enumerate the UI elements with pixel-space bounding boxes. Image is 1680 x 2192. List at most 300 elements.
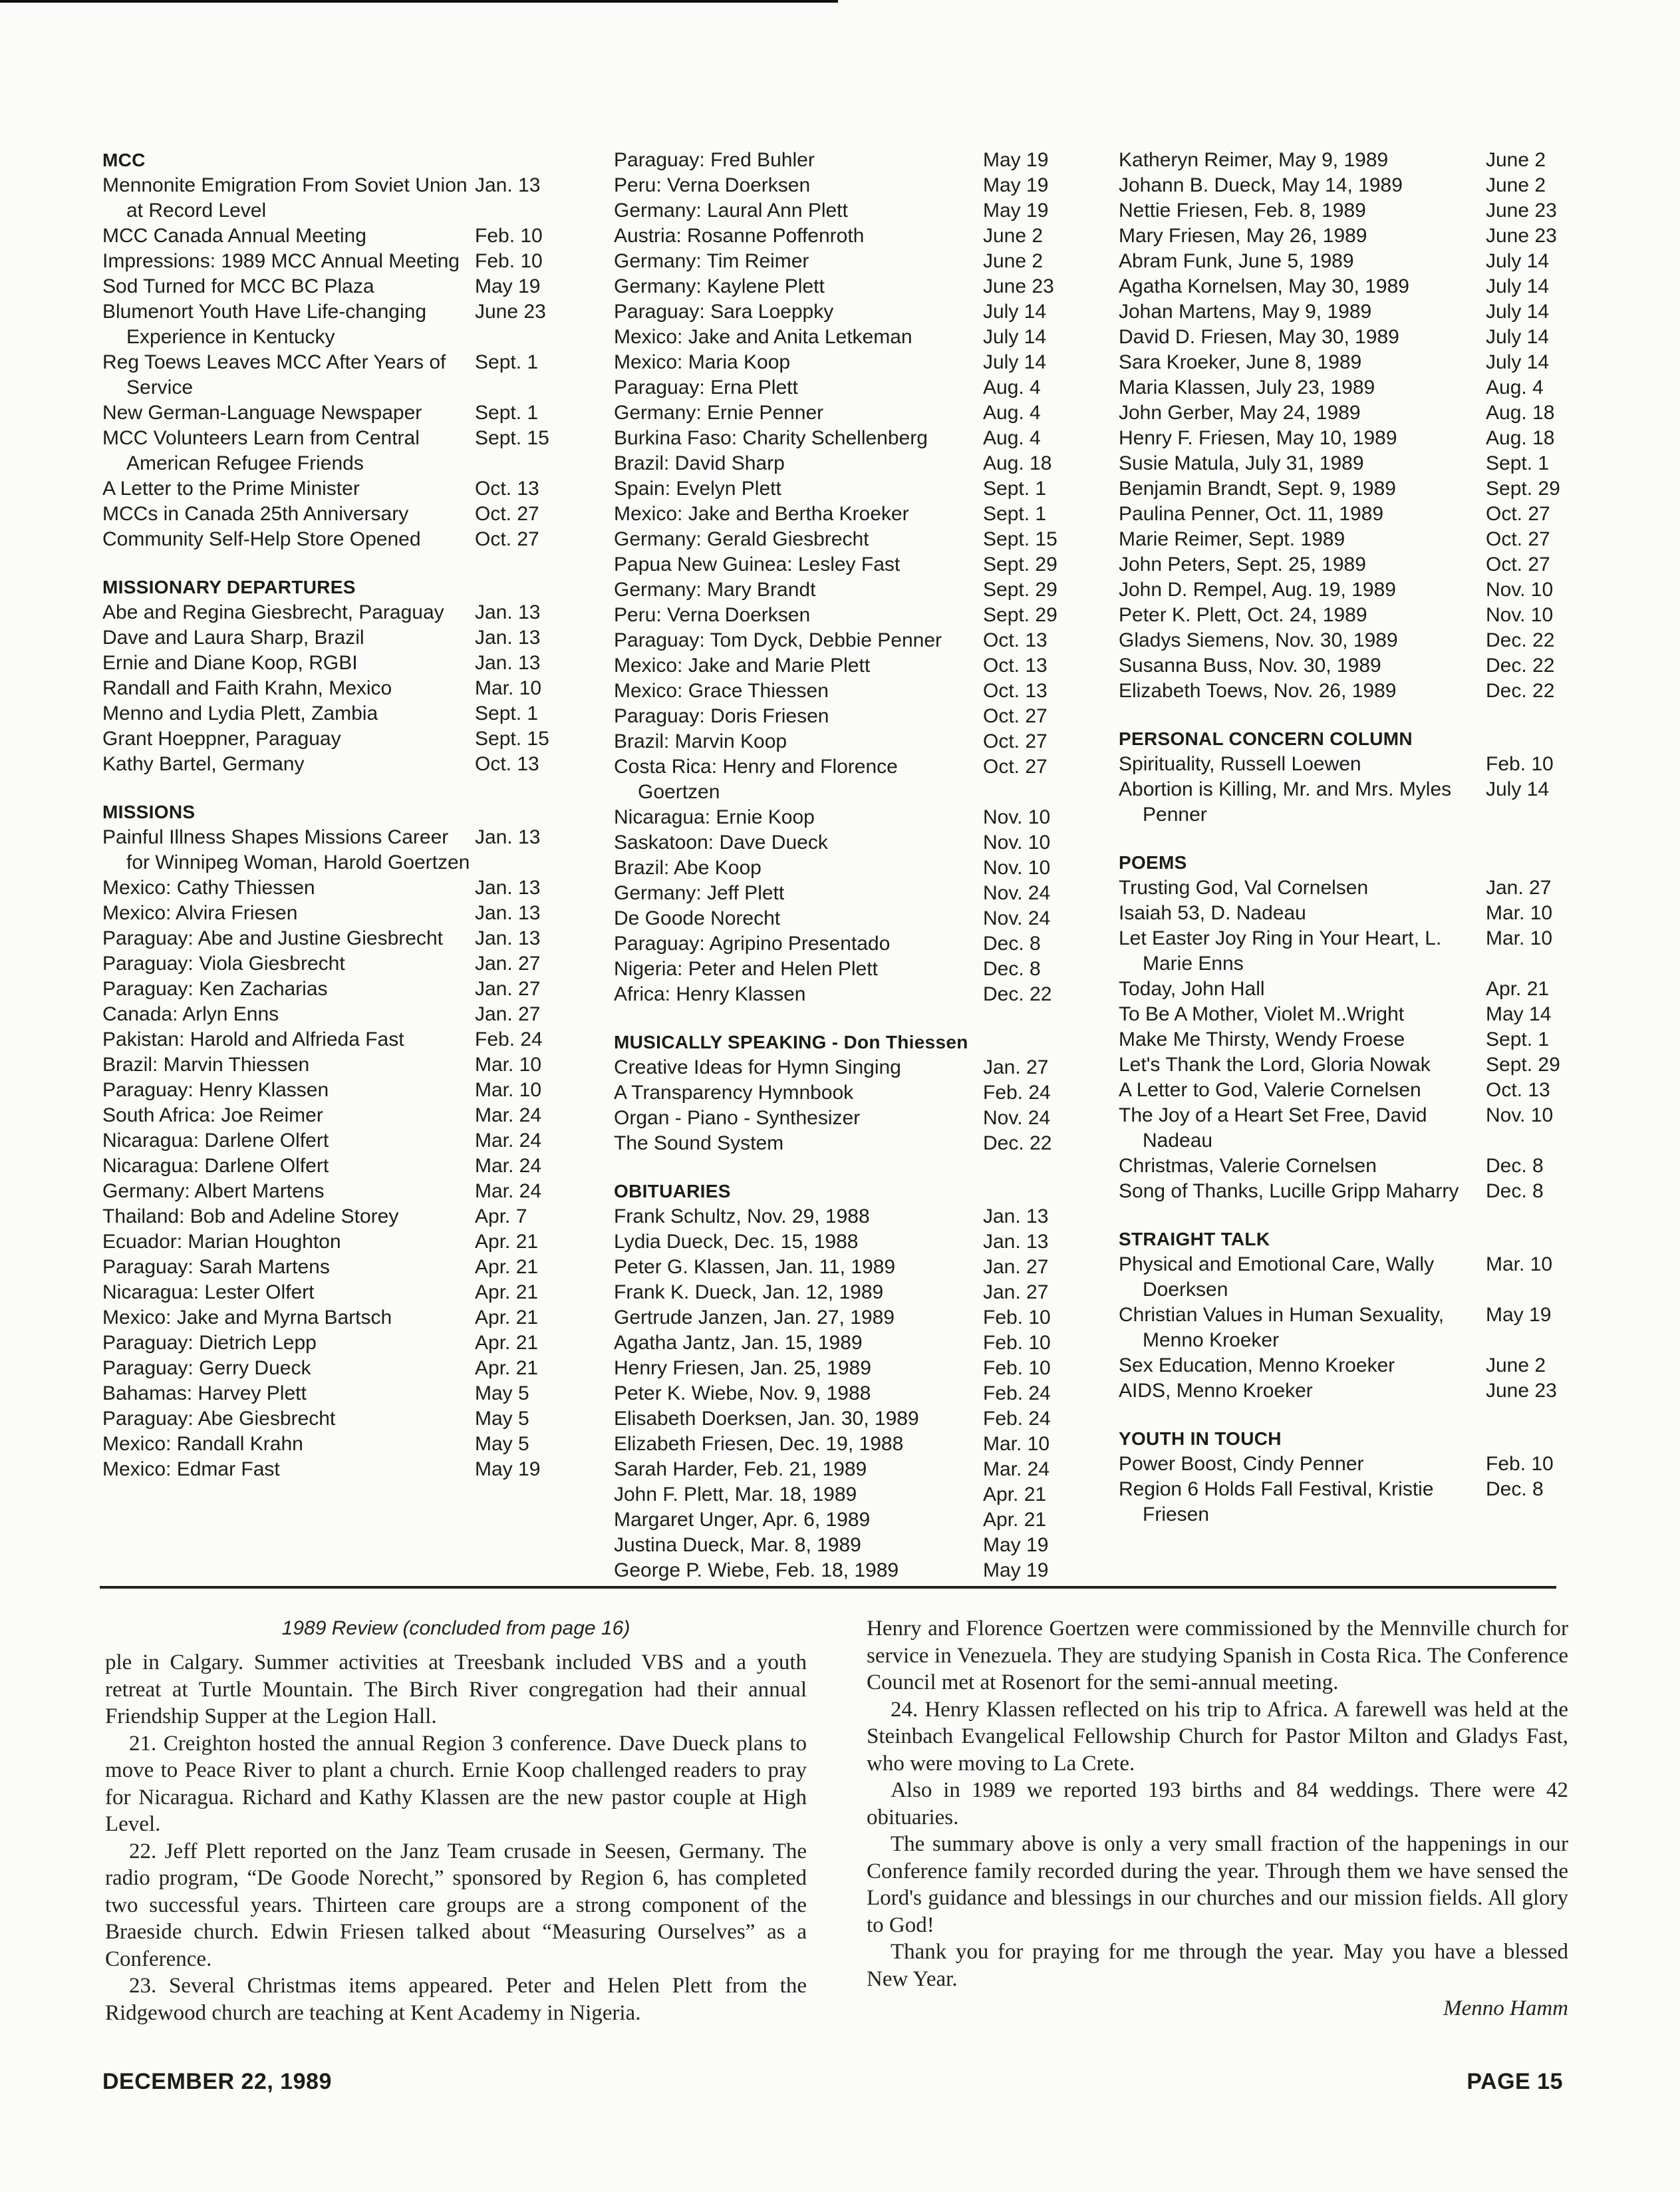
entry-title: Creative Ideas for Hymn Singing xyxy=(614,1056,901,1078)
entry-date: July 14 xyxy=(1486,778,1550,800)
entry-title: Sarah Harder, Feb. 21, 1989 xyxy=(614,1458,867,1480)
entry-date: Nov. 10 xyxy=(1486,1104,1554,1126)
entry-title: Spain: Evelyn Plett xyxy=(614,478,781,500)
entry-title: Paulina Penner, Oct. 11, 1989 xyxy=(1119,503,1384,525)
index-entry xyxy=(102,1179,555,1204)
entry-date: June 23 xyxy=(1486,1380,1557,1402)
entry-title: To Be A Mother, Violet M..Wright xyxy=(1119,1003,1405,1025)
index-entry xyxy=(614,400,1059,426)
entry-date: Mar. 24 xyxy=(475,1155,542,1177)
entry-title: Spirituality, Russell Loewen xyxy=(1119,753,1361,775)
entry-date: Aug. 18 xyxy=(1486,402,1555,424)
index-entry xyxy=(102,825,555,875)
entry-date: Aug. 4 xyxy=(983,402,1041,424)
entry-date: Jan. 13 xyxy=(475,627,541,649)
entry-date: July 14 xyxy=(1486,250,1550,272)
index-entry xyxy=(102,1406,555,1432)
entry-date: Sept. 15 xyxy=(475,427,549,449)
entry-title: Costa Rica: Henry and Florence Goertzen xyxy=(614,756,898,803)
index-entry xyxy=(1119,577,1564,603)
entry-title: Mexico: Edmar Fast xyxy=(102,1458,280,1480)
entry-title: Margaret Unger, Apr. 6, 1989 xyxy=(614,1509,871,1531)
entry-title: Mexico: Maria Koop xyxy=(614,351,791,373)
index-entry xyxy=(102,1154,555,1179)
entry-date: Nov. 10 xyxy=(983,832,1051,854)
index-entry xyxy=(614,906,1059,931)
index-entry xyxy=(614,1558,1059,1583)
entry-title: Austria: Rosanne Poffenroth xyxy=(614,225,865,247)
entry-date: Jan. 13 xyxy=(475,902,541,924)
index-entry xyxy=(1119,426,1564,451)
entry-date: Apr. 21 xyxy=(475,1281,539,1303)
entry-date: Oct. 13 xyxy=(983,629,1048,651)
top-border xyxy=(0,0,838,3)
index-section xyxy=(614,148,1059,1007)
entry-date: Sept. 29 xyxy=(983,579,1057,601)
index-entry xyxy=(614,1055,1059,1080)
index-entry xyxy=(102,875,555,901)
entry-title: Henry F. Friesen, May 10, 1989 xyxy=(1119,427,1397,449)
index-entry xyxy=(102,1204,555,1229)
index-section xyxy=(1119,1426,1564,1527)
entry-title: Mexico: Jake and Bertha Kroeker xyxy=(614,503,909,525)
entry-date: Sept. 15 xyxy=(475,728,549,750)
entry-title: Bahamas: Harvey Plett xyxy=(102,1382,307,1404)
entry-date: June 2 xyxy=(1486,149,1546,171)
entry-date: Nov. 24 xyxy=(983,907,1051,929)
index-entry xyxy=(614,957,1059,982)
entry-date: Dec. 22 xyxy=(1486,680,1555,702)
entry-date: Aug. 18 xyxy=(1486,427,1555,449)
entry-date: Mar. 24 xyxy=(475,1104,542,1126)
index-entry xyxy=(102,726,555,752)
entry-date: May 5 xyxy=(475,1433,529,1455)
entry-title: Marie Reimer, Sept. 1989 xyxy=(1119,528,1345,550)
index-entry xyxy=(614,1457,1059,1482)
entry-date: Apr. 21 xyxy=(475,1231,539,1253)
entry-date: Oct. 27 xyxy=(1486,503,1550,525)
entry-date: Sept. 29 xyxy=(983,604,1057,626)
entry-title: Community Self-Help Store Opened xyxy=(102,528,421,550)
entry-title: Christian Values in Human Sexuality, Menno Kroeker xyxy=(1119,1304,1445,1351)
entry-title: Brazil: Marvin Thiessen xyxy=(102,1054,310,1076)
entry-date: June 2 xyxy=(1486,1354,1546,1376)
entry-title: Elizabeth Toews, Nov. 26, 1989 xyxy=(1119,680,1397,702)
entry-title: Reg Toews Leaves MCC After Years of Service xyxy=(102,351,446,398)
entry-date: Feb. 10 xyxy=(475,250,543,272)
entry-title: Brazil: Abe Koop xyxy=(614,857,762,879)
index-entry xyxy=(614,931,1059,957)
entry-title: Today, John Hall xyxy=(1119,978,1265,1000)
index-entry xyxy=(614,856,1059,881)
index-entry xyxy=(614,754,1059,805)
entry-title: AIDS, Menno Kroeker xyxy=(1119,1380,1313,1402)
entry-date: Sept. 1 xyxy=(1486,452,1550,474)
author-signature: Menno Hamm xyxy=(1443,1996,1568,2020)
entry-title: Mary Friesen, May 26, 1989 xyxy=(1119,225,1367,247)
entry-title: Organ - Piano - Synthesizer xyxy=(614,1107,861,1129)
entry-date: May 19 xyxy=(475,275,541,297)
review-paragraph: ple in Calgary. Summer activities at Treesbank included VBS and a youth retreat at Turtle Mountain. The Birch River congregation had their annual Friendship Supper at the Legion Hall. xyxy=(105,1650,807,1728)
entry-date: Nov. 10 xyxy=(983,857,1051,879)
entry-date: Dec. 22 xyxy=(1486,629,1555,651)
entry-date: June 23 xyxy=(1486,200,1557,222)
entry-title: Paraguay: Agripino Presentado xyxy=(614,933,891,955)
entry-title: Germany: Jeff Plett xyxy=(614,882,785,904)
entry-date: July 14 xyxy=(1486,301,1550,323)
review-paragraph: 24. Henry Klassen reflected on his trip to Africa. A farewell was held at the Steinbach Evangelical Fellowship Church for Pastor Milton and Gladys Fast, who were moving to La Crete. xyxy=(867,1697,1568,1776)
entry-title: Mexico: Randall Krahn xyxy=(102,1433,303,1455)
index-column-2 xyxy=(614,148,1059,1606)
entry-title: Saskatoon: Dave Dueck xyxy=(614,832,828,854)
index-entry xyxy=(1119,1252,1564,1303)
entry-title: Brazil: David Sharp xyxy=(614,452,785,474)
entry-date: Mar. 24 xyxy=(475,1130,542,1152)
index-entry xyxy=(614,1356,1059,1381)
entry-date: Feb. 10 xyxy=(475,225,543,247)
entry-date: Oct. 13 xyxy=(475,753,539,775)
index-entry xyxy=(614,1331,1059,1356)
entry-date: Oct. 27 xyxy=(983,756,1048,778)
index-entry xyxy=(614,1280,1059,1305)
index-section xyxy=(614,1030,1059,1156)
entry-title: Paraguay: Abe and Justine Giesbrecht xyxy=(102,927,443,949)
index-entry xyxy=(102,1229,555,1255)
entry-date: June 2 xyxy=(983,225,1044,247)
index-entry xyxy=(1119,653,1564,679)
index-entry xyxy=(614,274,1059,299)
entry-title: Menno and Lydia Plett, Zambia xyxy=(102,703,378,724)
entry-date: Nov. 10 xyxy=(1486,604,1554,626)
entry-title: John Gerber, May 24, 1989 xyxy=(1119,402,1361,424)
index-entry xyxy=(102,1331,555,1356)
entry-title: The Joy of a Heart Set Free, David Nadeau xyxy=(1119,1104,1427,1152)
index-entry xyxy=(1119,400,1564,426)
index-entry xyxy=(614,502,1059,527)
index-entry xyxy=(614,1381,1059,1406)
entry-date: Sept. 1 xyxy=(475,402,539,424)
entry-date: May 19 xyxy=(1486,1304,1552,1326)
entry-date: Oct. 27 xyxy=(475,503,539,525)
index-entry xyxy=(102,676,555,701)
section-heading: MISSIONS xyxy=(102,802,196,822)
entry-date: Dec. 8 xyxy=(1486,1155,1544,1177)
index-entry xyxy=(614,173,1059,198)
entry-date: Mar. 10 xyxy=(1486,902,1553,924)
entry-date: Oct. 13 xyxy=(983,680,1048,702)
entry-title: Germany: Gerald Giesbrecht xyxy=(614,528,869,550)
entry-title: Christmas, Valerie Cornelsen xyxy=(1119,1155,1377,1177)
index-column-1 xyxy=(102,148,555,1505)
entry-title: Paraguay: Erna Plett xyxy=(614,377,798,398)
entry-date: Aug. 4 xyxy=(1486,377,1544,398)
index-entry xyxy=(102,1027,555,1052)
entry-date: Jan. 27 xyxy=(983,1256,1049,1278)
index-entry xyxy=(102,1078,555,1103)
entry-title: John Peters, Sept. 25, 1989 xyxy=(1119,553,1366,575)
entry-title: Mexico: Alvira Friesen xyxy=(102,902,298,924)
index-entry xyxy=(614,729,1059,754)
entry-date: Mar. 24 xyxy=(983,1458,1050,1480)
index-entry xyxy=(102,977,555,1002)
index-section xyxy=(102,800,555,1482)
index-section xyxy=(1119,850,1564,1204)
index-entry xyxy=(1119,249,1564,274)
index-entry xyxy=(1119,1179,1564,1204)
section-heading: STRAIGHT TALK xyxy=(1119,1229,1270,1249)
entry-date: Apr. 21 xyxy=(475,1307,539,1329)
review-paragraph: 23. Several Christmas items appeared. Peter and Helen Plett from the Ridgewood church are teaching at Kent Academy in Nigeria. xyxy=(105,1974,807,2025)
index-entry xyxy=(102,1457,555,1482)
index-entry xyxy=(614,704,1059,729)
entry-date: Dec. 8 xyxy=(983,958,1041,980)
index-section xyxy=(1119,148,1564,704)
entry-date: Aug. 18 xyxy=(983,452,1052,474)
entry-title: Impressions: 1989 MCC Annual Meeting xyxy=(102,250,460,272)
index-section xyxy=(1119,726,1564,828)
entry-title: Maria Klassen, July 23, 1989 xyxy=(1119,377,1375,398)
review-text-right xyxy=(867,1615,1568,2022)
index-entry xyxy=(102,1002,555,1027)
issue-date: DECEMBER 22, 1989 xyxy=(102,2069,332,2094)
entry-date: Nov. 24 xyxy=(983,1107,1051,1129)
review-paragraph: Also in 1989 we reported 193 births and 84 weddings. There were 42 obituaries. xyxy=(867,1778,1568,1829)
index-entry xyxy=(1119,1103,1564,1154)
entry-title: Burkina Faso: Charity Schellenberg xyxy=(614,427,928,449)
entry-date: Sept. 29 xyxy=(1486,478,1560,500)
entry-title: Isaiah 53, D. Nadeau xyxy=(1119,902,1306,924)
entry-date: July 14 xyxy=(983,301,1047,323)
entry-date: Apr. 21 xyxy=(475,1357,539,1379)
index-section xyxy=(614,1179,1059,1583)
entry-title: Gertrude Janzen, Jan. 27, 1989 xyxy=(614,1307,895,1329)
entry-date: June 23 xyxy=(475,301,546,323)
entry-date: Jan. 13 xyxy=(475,601,541,623)
entry-title: Peter K. Plett, Oct. 24, 1989 xyxy=(1119,604,1367,626)
entry-title: Power Boost, Cindy Penner xyxy=(1119,1453,1364,1475)
entry-date: May 19 xyxy=(983,1534,1049,1556)
entry-date: Jan. 27 xyxy=(475,953,541,975)
entry-title: Paraguay: Ken Zacharias xyxy=(102,978,328,1000)
entry-title: The Sound System xyxy=(614,1132,784,1154)
index-entry xyxy=(102,350,555,400)
index-entry xyxy=(102,426,555,476)
entry-date: Sept. 1 xyxy=(983,503,1047,525)
entry-date: Mar. 10 xyxy=(1486,1253,1553,1275)
index-entry xyxy=(614,249,1059,274)
entry-title: A Letter to the Prime Minister xyxy=(102,478,360,500)
index-entry xyxy=(102,951,555,977)
entry-date: Feb. 24 xyxy=(983,1382,1051,1404)
index-entry xyxy=(102,502,555,527)
index-entry xyxy=(102,274,555,299)
entry-date: Oct. 27 xyxy=(1486,528,1550,550)
index-entry xyxy=(102,752,555,777)
entry-title: Song of Thanks, Lucille Gripp Maharry xyxy=(1119,1180,1459,1202)
entry-title: Kathy Bartel, Germany xyxy=(102,753,305,775)
index-entry xyxy=(1119,299,1564,325)
index-entry xyxy=(614,1131,1059,1156)
page-number: PAGE 15 xyxy=(1467,2069,1563,2094)
review-paragraph: Thank you for praying for me through the year. May you have a blessed New Year. xyxy=(867,1940,1568,1991)
entry-title: Trusting God, Val Cornelsen xyxy=(1119,877,1369,899)
index-entry xyxy=(1119,752,1564,777)
review-paragraph: 22. Jeff Plett reported on the Janz Team crusade in Seesen, Germany. The radio program, “De Goode Norecht,” sponsored by Region 6, has completed two successful years. Thirteen care groups are a strong component of the Braeside church. Edwin Friesen talked about “Measuring Ourselves” as a Conference. xyxy=(105,1839,807,1971)
entry-title: Sara Kroeker, June 8, 1989 xyxy=(1119,351,1362,373)
index-section xyxy=(102,148,555,552)
entry-date: Jan. 13 xyxy=(983,1231,1049,1253)
entry-title: Nigeria: Peter and Helen Plett xyxy=(614,958,878,980)
entry-date: Nov. 10 xyxy=(983,806,1051,828)
entry-date: Feb. 10 xyxy=(983,1357,1051,1379)
index-column-3 xyxy=(1119,148,1564,1550)
index-entry xyxy=(614,350,1059,375)
entry-title: Gladys Siemens, Nov. 30, 1989 xyxy=(1119,629,1398,651)
entry-title: Peru: Verna Doerksen xyxy=(614,604,811,626)
entry-title: Germany: Kaylene Plett xyxy=(614,275,825,297)
entry-title: Paraguay: Viola Giesbrecht xyxy=(102,953,345,975)
entry-title: Canada: Arlyn Enns xyxy=(102,1003,279,1025)
entry-title: Pakistan: Harold and Alfrieda Fast xyxy=(102,1028,404,1050)
index-entry xyxy=(1119,552,1564,577)
index-entry xyxy=(1119,901,1564,926)
entry-title: Peter K. Wiebe, Nov. 9, 1988 xyxy=(614,1382,871,1404)
entry-title: Ernie and Diane Koop, RGBI xyxy=(102,652,358,674)
index-entry xyxy=(1119,679,1564,704)
index-entry xyxy=(1119,198,1564,224)
entry-date: Oct. 27 xyxy=(983,705,1048,727)
entry-date: Sept. 1 xyxy=(475,703,539,724)
index-entry xyxy=(1119,603,1564,628)
index-entry xyxy=(1119,1002,1564,1027)
index-entry xyxy=(102,1432,555,1457)
entry-date: Aug. 4 xyxy=(983,377,1041,398)
section-heading: YOUTH IN TOUCH xyxy=(1119,1428,1282,1449)
index-entry xyxy=(614,1482,1059,1507)
entry-date: Jan. 27 xyxy=(983,1056,1049,1078)
index-entry xyxy=(614,1507,1059,1533)
section-heading: OBITUARIES xyxy=(614,1181,731,1201)
index-entry xyxy=(614,198,1059,224)
entry-date: Feb. 24 xyxy=(475,1028,543,1050)
index-entry xyxy=(102,901,555,926)
review-paragraph: The summary above is only a very small fraction of the happenings in our Conference family recorded during the year. Through them we have sensed the Lord's guidance and blessings in our churches and our mission fields. All glory to God! xyxy=(867,1832,1568,1937)
entry-date: May 5 xyxy=(475,1408,529,1430)
entry-title: Elizabeth Friesen, Dec. 19, 1988 xyxy=(614,1433,904,1455)
index-entry xyxy=(102,1128,555,1154)
entry-date: May 19 xyxy=(475,1458,541,1480)
entry-title: Peter G. Klassen, Jan. 11, 1989 xyxy=(614,1256,896,1278)
entry-title: John D. Rempel, Aug. 19, 1989 xyxy=(1119,579,1396,601)
index-entry xyxy=(614,552,1059,577)
entry-date: Oct. 13 xyxy=(475,478,539,500)
index-entry xyxy=(102,1356,555,1381)
index-entry xyxy=(614,577,1059,603)
index-entry xyxy=(1119,274,1564,299)
entry-title: Frank K. Dueck, Jan. 12, 1989 xyxy=(614,1281,884,1303)
entry-date: May 19 xyxy=(983,149,1049,171)
index-entry xyxy=(614,1229,1059,1255)
entry-date: Mar. 24 xyxy=(475,1180,542,1202)
review-caption: 1989 Review (concluded from page 16) xyxy=(281,1617,630,1639)
entry-date: Sept. 29 xyxy=(983,553,1057,575)
index-entry xyxy=(614,679,1059,704)
index-entry xyxy=(1119,148,1564,173)
index-entry xyxy=(1119,1154,1564,1179)
index-entry xyxy=(614,830,1059,856)
entry-date: May 14 xyxy=(1486,1003,1552,1025)
entry-title: Dave and Laura Sharp, Brazil xyxy=(102,627,364,649)
entry-date: Dec. 8 xyxy=(1486,1478,1544,1500)
section-heading: POEMS xyxy=(1119,852,1187,873)
entry-title: Paraguay: Sarah Martens xyxy=(102,1256,330,1278)
entry-title: Paraguay: Doris Friesen xyxy=(614,705,829,727)
entry-title: Katheryn Reimer, May 9, 1989 xyxy=(1119,149,1389,171)
index-entry xyxy=(614,224,1059,249)
entry-date: Oct. 27 xyxy=(1486,553,1550,575)
entry-date: Mar. 10 xyxy=(983,1433,1050,1455)
entry-title: Let's Thank the Lord, Gloria Nowak xyxy=(1119,1054,1431,1076)
entry-date: June 2 xyxy=(983,250,1044,272)
entry-date: July 14 xyxy=(1486,275,1550,297)
entry-title: Elisabeth Doerksen, Jan. 30, 1989 xyxy=(614,1408,919,1430)
entry-title: Nicaragua: Ernie Koop xyxy=(614,806,815,828)
entry-title: Thailand: Bob and Adeline Storey xyxy=(102,1205,399,1227)
entry-date: Feb. 10 xyxy=(1486,753,1554,775)
entry-title: Mexico: Jake and Anita Letkeman xyxy=(614,326,912,348)
index-entry xyxy=(102,224,555,249)
index-entry xyxy=(614,1106,1059,1131)
entry-date: Dec. 22 xyxy=(983,1132,1052,1154)
index-entry xyxy=(1119,173,1564,198)
index-entry xyxy=(1119,1378,1564,1404)
entry-date: Jan. 13 xyxy=(475,927,541,949)
entry-title: Sex Education, Menno Kroeker xyxy=(1119,1354,1395,1376)
entry-date: Sept. 1 xyxy=(475,351,539,373)
entry-title: Mennonite Emigration From Soviet Union at Record Level xyxy=(102,174,468,222)
entry-title: Germany: Mary Brandt xyxy=(614,579,816,601)
index-entry xyxy=(102,1305,555,1331)
entry-date: June 23 xyxy=(1486,225,1557,247)
entry-date: Jan. 13 xyxy=(475,652,541,674)
entry-date: Feb. 10 xyxy=(983,1307,1051,1329)
entry-title: John F. Plett, Mar. 18, 1989 xyxy=(614,1484,857,1505)
entry-title: Make Me Thirsty, Wendy Froese xyxy=(1119,1028,1405,1050)
entry-title: Grant Hoeppner, Paraguay xyxy=(102,728,341,750)
index-entry xyxy=(1119,977,1564,1002)
index-entry xyxy=(1119,926,1564,977)
entry-title: Lydia Dueck, Dec. 15, 1988 xyxy=(614,1231,859,1253)
entry-date: Oct. 27 xyxy=(983,730,1048,752)
entry-date: Jan. 27 xyxy=(1486,877,1552,899)
entry-date: Oct. 13 xyxy=(983,655,1048,677)
entry-title: Agatha Kornelsen, May 30, 1989 xyxy=(1119,275,1409,297)
entry-title: Germany: Tim Reimer xyxy=(614,250,809,272)
entry-title: Sod Turned for MCC BC Plaza xyxy=(102,275,374,297)
index-entry xyxy=(102,173,555,224)
entry-date: Mar. 10 xyxy=(1486,927,1553,949)
index-entry xyxy=(614,451,1059,476)
entry-date: June 2 xyxy=(1486,174,1546,196)
entry-title: Region 6 Holds Fall Festival, Kristie Friesen xyxy=(1119,1478,1434,1525)
index-section xyxy=(1119,1227,1564,1404)
entry-title: Benjamin Brandt, Sept. 9, 1989 xyxy=(1119,478,1396,500)
entry-title: Susanna Buss, Nov. 30, 1989 xyxy=(1119,655,1381,677)
index-entry xyxy=(1119,1452,1564,1477)
index-entry xyxy=(1119,1052,1564,1078)
entry-title: Brazil: Marvin Koop xyxy=(614,730,787,752)
entry-title: George P. Wiebe, Feb. 18, 1989 xyxy=(614,1559,899,1581)
